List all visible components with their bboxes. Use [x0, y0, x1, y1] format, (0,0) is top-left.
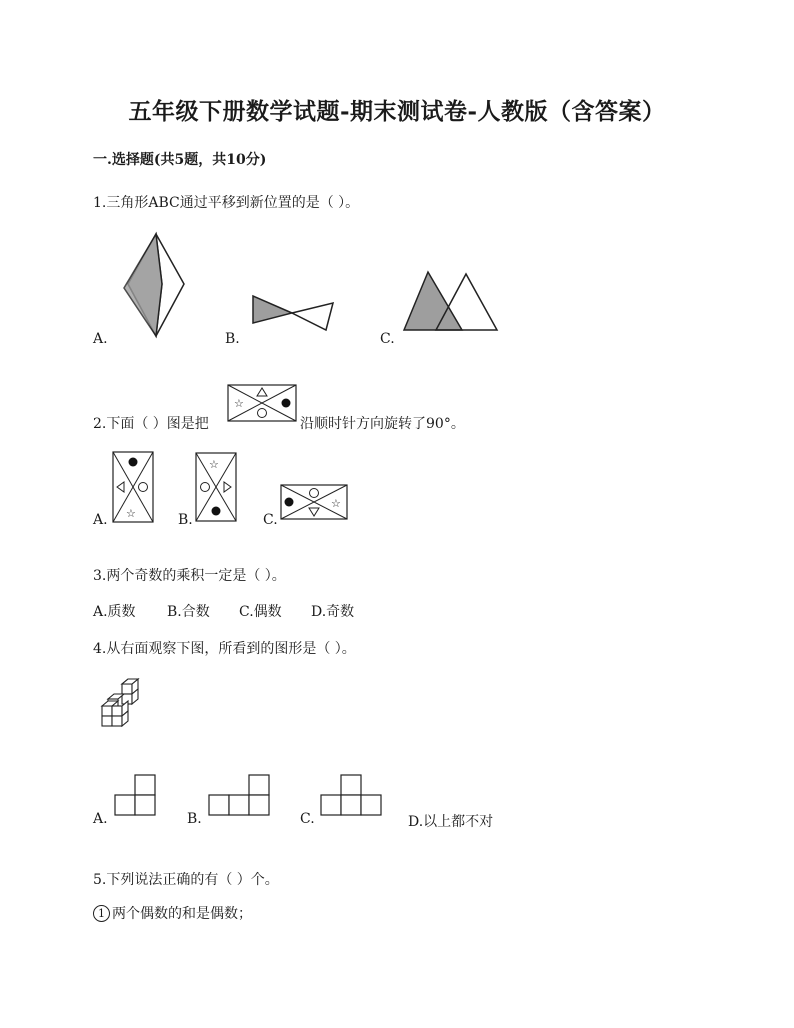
q4-option-a-label[interactable]: A.: [93, 811, 108, 827]
question-3-stem: 3.两个奇数的乘积一定是（ ）。: [93, 568, 286, 584]
svg-text:☆: ☆: [234, 397, 244, 410]
q5-statement-1: [93, 903, 252, 923]
q1-option-b-label[interactable]: B.: [225, 331, 240, 347]
q3-option-b[interactable]: B.合数: [167, 604, 210, 620]
q1-figure-c: [402, 270, 500, 332]
q4-option-d[interactable]: D.以上都不对: [408, 814, 494, 830]
svg-text:☆: ☆: [331, 497, 341, 510]
question-5-stem: 5.下列说法正确的有（ ）个。: [93, 872, 279, 888]
q3-option-c[interactable]: C.偶数: [239, 604, 282, 620]
q5-statement-1-number: 1: [93, 905, 110, 922]
q2-figure-c: [280, 484, 348, 520]
q2-figure-a: [112, 451, 154, 523]
question-2-stem-after: 沿顺时针方向旋转了90°。: [300, 416, 465, 432]
q2-figure-b: [195, 452, 237, 522]
q4-option-b-label[interactable]: B.: [187, 811, 202, 827]
q5-statement-1-text: 两个偶数的和是偶数；: [112, 906, 252, 922]
q2-reference-figure: [227, 384, 297, 422]
question-2-stem-before: 2.下面（ ）图是把: [93, 416, 209, 432]
q4-figure-b: [208, 774, 270, 816]
q2-option-c-label[interactable]: C.: [263, 512, 278, 528]
q1-option-c-label[interactable]: C.: [380, 331, 395, 347]
page-title: 五年级下册数学试题-期末测试卷-人教版（含答案）: [128, 98, 666, 125]
q3-option-d[interactable]: D.奇数: [311, 604, 355, 620]
q2-option-a-label[interactable]: A.: [93, 512, 108, 528]
q1-option-a-label[interactable]: A.: [93, 331, 108, 347]
question-1-stem: 1.三角形ABC通过平移到新位置的是（ ）。: [93, 195, 360, 211]
q3-option-a[interactable]: A.质数: [93, 604, 136, 620]
q4-figure-c: [320, 774, 382, 816]
question-4-stem: 4.从右面观察下图，所看到的图形是（ ）。: [93, 641, 356, 657]
q4-figure-a: [114, 774, 156, 816]
q4-cube-stack-figure: [100, 679, 144, 727]
q1-figure-a: [122, 232, 190, 340]
svg-text:☆: ☆: [209, 458, 219, 471]
svg-text:☆: ☆: [126, 507, 136, 520]
q2-option-b-label[interactable]: B.: [178, 512, 193, 528]
q4-option-c-label[interactable]: C.: [300, 811, 315, 827]
section-heading: 一.选择题(共5题，共10分): [93, 152, 267, 168]
q1-figure-b: [250, 293, 338, 333]
